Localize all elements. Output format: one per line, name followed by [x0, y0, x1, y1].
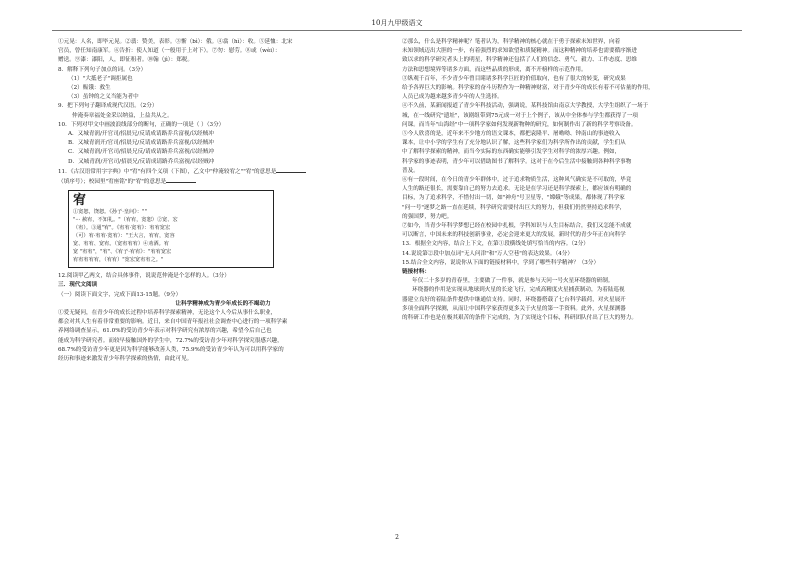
article-line: 问课。而当年"山海经"中一项科学家如何发现新物种的研究，如何制作出了新的科学考察设备。 — [402, 121, 637, 128]
dictionary-line: （可）宥·宥宥·宽宥）："王大言，宥宥，宽容 — [73, 233, 175, 240]
article-line: 课本，让中小学的学生有了充分地认识了解，这些科学家们为科学所作出的贡献，学生们从 — [402, 140, 626, 147]
article-line: 中了解科学探索的精神，而当今实际的东西确实能够引发学生对科学的浓厚兴趣。例如， — [402, 149, 621, 156]
question-10-option-d: D．又城青润/开官司/招晨兄/反请成请路乔兵富视/以经贼冲 — [68, 158, 215, 165]
link-material-line: 年仅二十多岁的青春里，主要做了一件事，就是参与天问一号火星环绕器的研制。 — [412, 278, 614, 285]
article-line: 目标，为了追求科学，不惜付出一切，如"神舟"号卫星等，"嫦娥"等成果，都体现了科学家 — [402, 195, 625, 202]
article-line: 养网络调查显示，61.0%的受访青少年表示对科学研究有浓厚的兴趣，希望今后自己也 — [58, 328, 272, 335]
article-line: ②那么，什么是科学精神呢？笔者认为，科学精神的核心就在于勇于探索未知世界，向着 — [402, 39, 621, 45]
question-8-item: （2）赈饿：救生 — [68, 85, 111, 92]
article-line: 经历和事迹来激发青少年科学探索的热情，由此可见。 — [58, 356, 193, 363]
footnote-line: ①元晃：人名，即毕元晃。②翡：赞美，表彰。③惭（bì）：俄。④翕（hì）：收。⑤延恤：北宋 — [58, 39, 293, 45]
header-divider — [52, 30, 742, 31]
reading-instruction: （一）阅读下面文字，完成下面13-15题。（9分） — [58, 291, 182, 298]
footnote-line: 官员，曾任知南康军。⑥告折：使人知道（一般用于上对下）。⑦勿：慰劳。⑧或（wèi）： — [58, 48, 281, 55]
article-line: 68.7%的受访青少年更是因为科学能够改善人类，75.9%的受访青少年认为可以用科学家的 — [58, 346, 284, 353]
page-header: 10月九甲级语文 — [371, 19, 423, 27]
dictionary-line: 宽、宥宥、宽宥。（宽宥宥宥）④劝酒。宥 — [73, 241, 169, 248]
article-line: 人生的路还很长，需要靠自己的努力去追求。无论是在学习还是科学探索上，都应该有明确的 — [402, 186, 632, 193]
footnote-line: 赠送。⑨漆：漆阳，人，即征租者。⑩翰（jì）：郑税。 — [58, 57, 193, 64]
article-line: "问一号"逐梦之路一直在延续，科学研究需要付出巨大的努力，但我们仍然坚持追求科学， — [402, 204, 626, 211]
article-line: ①爱无疑问，在青少年的成长过程中培养科学探索精神，无论这个人今后从事什么职业， — [58, 310, 277, 317]
dictionary-line: "··· 赦宥，不知礼。"（宥宥，宽恕）②宽、宏 — [73, 217, 178, 224]
article-line: 科学家的事迹表明，青少年可以借助图书了解科学。这对于在今后生活中接触到各种科学事物 — [402, 158, 632, 165]
dictionary-line: 宥宥宥宥宥，（宥宥）"宽宏宽宥宥之。" — [73, 257, 164, 264]
article-title: 让科学精神成为青少年成长的不竭动力 — [175, 300, 271, 307]
article-line: 城，在一线研究"遗址"，该剧组带到75元成一对于上个例子，该从中全体参与学生都获得了一项 — [402, 112, 639, 119]
question-11-cont: （填序号）；校园里"宥座铭"的"宥"的意思是 — [58, 177, 388, 187]
link-material-line: 的科研工作也是在极其艰苦的条件下完成的，为了实现这个目标，科研团队付出了巨大的努力。 — [402, 315, 637, 322]
left-column — [58, 38, 388, 364]
question-8-item: （3）虽钟的之义当能为者中 — [68, 94, 139, 101]
question-8-item: （1）"大抵老子"调拒属也 — [68, 75, 133, 82]
dictionary-line: ①宽恕，饶恕。《孙子·皇问》："" — [73, 209, 147, 216]
question-13: 13．根据全文内容，结合上下文，在第①段横线处填写恰当的内容。（2分） — [402, 241, 589, 248]
article-line: 人员已成为越来越多青少年的人生选择。 — [402, 94, 503, 101]
question-10: 10．下列对甲文中画波浪线部分的断句，正确的一项是（ ）（3分） — [58, 121, 225, 128]
article-line: 能成为科学研究者。而较早接触国外的学生中，72.7%的受访青少年对科学探究很感兴趣， — [58, 337, 283, 344]
article-line: 都会对其人生有着非常重要的影响。近日，来自中国青年报社社会调查中心进行的一项科学素 — [58, 319, 288, 326]
article-line: ③纵观千百年，不少青少年曾目睹诸多科学巨匠的价值取向，也有了很大的转变，研究成果 — [402, 75, 626, 82]
answer-blank — [166, 177, 196, 183]
question-9: 9．把下列句子翻译成现代汉语。（2分） — [58, 103, 158, 110]
article-line: 可以断言，中国未来的科技创新事业，必定会迎来更大的发展，新时代的青少年正在向科学 — [402, 232, 626, 239]
article-line: 致以求的科学研究者头上的明星，科学精神还包括了人们的信念、勇气、毅力、工作态度、思维 — [402, 57, 637, 64]
article-line: 给予各界巨大的影响。科学家的奋斗历程作为一种精神财富，对于青少年的成长有着不可估量的作用， — [402, 85, 654, 92]
article-line: 方法和思想境界等诸多方面，而这些品质的形成，离不开榜样的示范作用。 — [402, 66, 587, 73]
link-material-line: 环绕器的作用是实现从地球到火星的长途飞行，完成高精度火星捕获制动，为着陆巡视 — [412, 287, 625, 294]
dictionary-line: 宽 "宥宥"，"宥"、《宥子·宥宥》："宥宥宽宏 — [73, 249, 172, 256]
question-10-option-b: B．又城青润开/官司/招晨兄/反请成请路乔兵富视/以经贼冲 — [68, 140, 214, 147]
link-material-label: 链接材料： — [402, 269, 430, 276]
article-line: ⑤今人欣喜的是，近年来不少地方的语文课本，都把袁隆平、屠呦呦、钟南山的事迹收入 — [402, 131, 621, 138]
question-10-option-c: C．又城青润/开官司/招晨兄反/请成请路乔兵富视/以经贼冲 — [68, 149, 215, 156]
question-12: 12.阅读甲乙两文，结合具体事件，说说范仲淹是个怎样的人。（3分） — [58, 273, 230, 280]
article-line: 未知领域迈出大胆的一步，有着强烈的求知欲望和质疑精神。而这种精神的培养也需要循序渐进 — [402, 48, 637, 55]
article-line: 普及。 — [402, 167, 419, 174]
page-number: 2 — [395, 534, 399, 541]
right-column — [402, 38, 732, 323]
question-14: 14.说说第②段中加点词"无人问津"和"万人空巷"的表达效果。（4分） — [402, 250, 573, 257]
article-line: 的强国梦，努力吧。 — [402, 213, 453, 220]
answer-blank — [276, 167, 306, 173]
link-material-line: 多项全面科学探测，从而让中国科学家获得更多关于火星的第一手资料。此外，火星探测器 — [402, 305, 626, 312]
question-15: 15.结合全文内容，说说你从下面的链接材料中，学到了哪些科学精神？（3分） — [402, 259, 600, 266]
dictionary-box — [68, 190, 274, 268]
question-11: 11．《古汉语常用字字典》中"宥"有四个义项（下图），乙文中"仲淹较宥之""宥"的意思是 — [58, 167, 388, 177]
link-material-line: 器建立良好的着陆条件提供中继通信支持。同时，环绕器搭载了七台科学载荷，对火星展开 — [402, 296, 626, 303]
section-heading: 三．现代文阅读 — [58, 282, 98, 289]
question-9-sentence: 仲淹奏章福处金采以纳益，上益共从之。 — [72, 112, 173, 119]
dictionary-line: （宥）。③通"宥"。《宥宥·宽宥》：宥宥宽宏 — [73, 225, 171, 232]
question-10-option-a: A．又城青润/开官司/招晨兄/反请成请路乔兵富视/以经贼冲 — [68, 131, 214, 138]
article-line: ⑥有一段时间，在今日的青少年群体中，过于追求物质生活，这种风气确实是不可取的，毕竟 — [402, 177, 632, 184]
dictionary-headword: 宥 — [73, 193, 87, 209]
article-line: ⑦如今，当青少年科学梦想已经在校园中扎根，学科知识与人生目标结合，我们又怎能不成就 — [402, 223, 632, 230]
article-line: ④不久前，某新闻报道了青少年科技活动，强调说，某科技馆由南京大学教授，大学生组织了一场于 — [402, 103, 649, 110]
question-8: 8．解释下列句子加点的词。（3分） — [58, 66, 147, 73]
